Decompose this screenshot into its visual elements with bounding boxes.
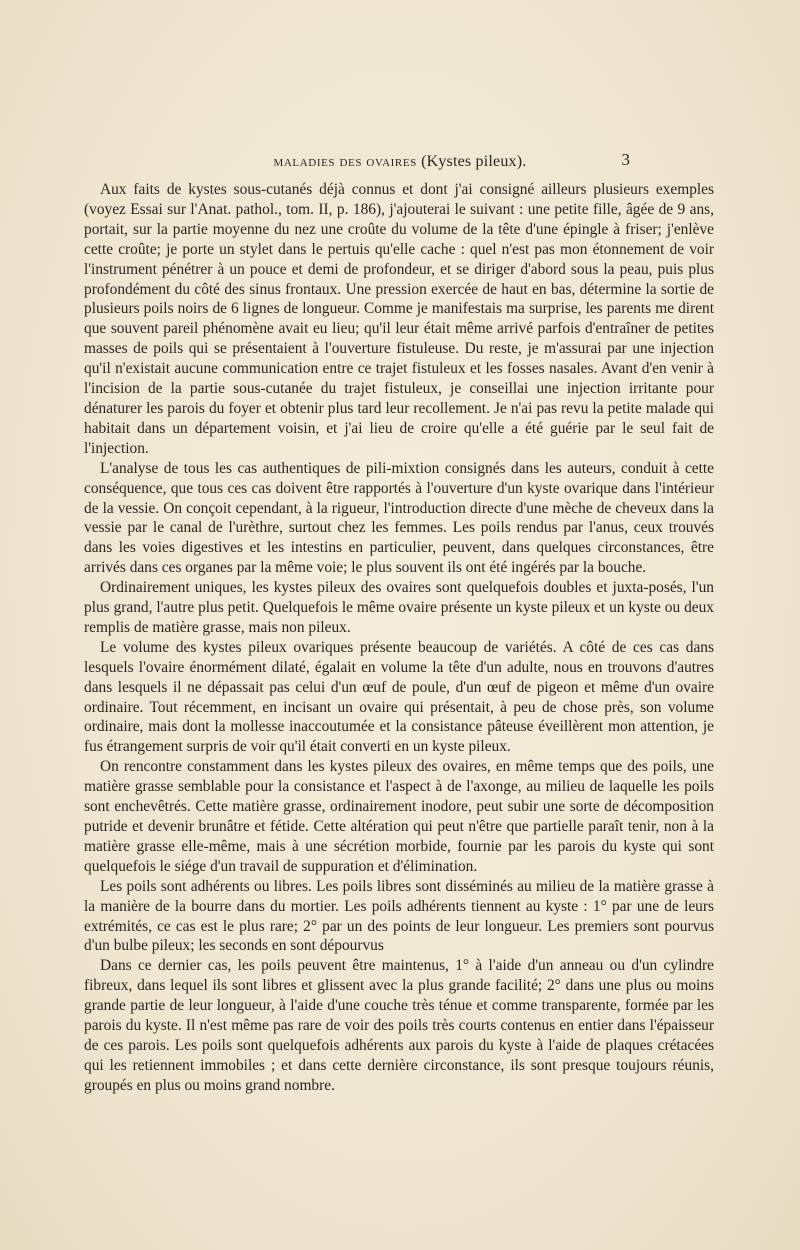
paragraph: Dans ce dernier cas, les poils peuvent être maintenus, 1° à l'aide d'un anneau ou d'un cylindre fibreux, dans lequel ils sont libres et glissent avec la plus grande facilité; 2° dans une plus ou moins grande partie de leur longueur, à l'aide d'une couche très ténue et comme transparente, formée par les parois du kyste. Il n'est même pas rare de voir des poils très courts contenus en entier dans l'épaisseur de ces parois. Les poils sont quelquefois adhérents aux parois du kyste à l'aide de plaques crétacées qui les retiennent immobiles ; et dans cette dernière circonstance, ils sont presque toujours réunis, groupés en plus ou moins grand nombre. [84,957,714,1094]
paragraph: Ordinairement uniques, les kystes pileux des ovaires sont quelquefois doubles et juxta-posés, l'un plus grand, l'autre plus petit. Quelquefois le même ovaire présente un kyste pileux et un kyste ou deux remplis de matière grasse, mais non pileux. [84,579,714,636]
paragraph: L'analyse de tous les cas authentiques de pili-mixtion consignés dans les auteurs, conduit à cette conséquence, que tous ces cas doivent être rapportés à l'ouverture d'un kyste ovarique dans l'intérieur de la vessie. On conçoit cependant, à la rigueur, l'introduction directe d'une mèche de cheveux dans la vessie par le canal de l'urèthre, surtout chez les femmes. Les poils rendus par l'anus, ceux trouvés dans les voies digestives et les intestins en particulier, peuvent, dans quelques circonstances, être arrivés dans ces organes par la même voie; le plus souvent ils ont été ingérés par la bouche. [84,459,714,577]
running-head-caps: maladies des ovaires [273,154,417,170]
paragraph: Le volume des kystes pileux ovariques présente beaucoup de variétés. A côté de ces cas dans lesquels l'ovaire énormément dilaté, égalait en volume la tête d'un adulte, nous en trouvons d'autres dans lesquels il ne dépassait pas celui d'un œuf de poule, d'un œuf de pigeon et même d'un ovaire ordinaire. Tout récemment, en incisant un ovaire qui présentait, à peu de chose près, son volume ordinaire, mais dont la mollesse inaccoutumée et la consistance pâteuse éveillèrent mon attention, je fus étrangement surpris de voir qu'il était converti en un kyste pileux. [84,638,714,756]
paragraph: On rencontre constamment dans les kystes pileux des ovaires, en même temps que des poils, une matière grasse semblable pour la consistance et l'aspect à de l'axonge, au milieu de laquelle les poils sont enchevêtrés. Cette matière grasse, ordinairement inodore, peut subir une sorte de décomposition putride et devenir brunâtre et fétide. Cette altération qui peut n'être que partielle paraît tenir, non à la matière grasse elle-même, mais à une sécrétion morbide, fournie par les parois du kyste qui sont quelquefois le siége d'un travail de suppuration et d'élimination. [84,758,714,875]
body-text [84,180,714,1096]
paragraph: Les poils sont adhérents ou libres. Les poils libres sont disséminés au milieu de la matière grasse à la manière de la bourre dans du mortier. Les poils adhérents tiennent au kyste : 1° par une de leurs extrémités, ce cas est le plus rare; 2° par un des points de leur longueur. Les premiers sont pourvus d'un bulbe pileux; les seconds en sont dépourvus [84,877,714,955]
running-head [60,153,740,171]
paragraph: Aux faits de kystes sous-cutanés déjà connus et dont j'ai consigné ailleurs plusieurs exemples (voyez Essai sur l'Anat. pathol., tom. II, p. 186), j'ajouterai le suivant : une petite fille, âgée de 9 ans, portait, sur la partie moyenne du nez une croûte du volume de la tête d'une épingle à friser; j'enlève cette croûte; je porte un stylet dans le pertuis qu'elle cache : quel n'est pas mon étonnement de voir l'instrument pénétrer à un pouce et demi de profondeur, et se diriger d'abord sous la peau, puis plus profondément du côté des sinus frontaux. Une pression exercée de haut en bas, détermine la sortie de plusieurs poils noirs de 6 lignes de longueur. Comme je manifestais ma surprise, les parents me dirent que souvent pareil phénomène avait eu lieu; qu'il leur était même arrivé parfois d'entraîner de petites masses de poils qui se présentaient à l'ouverture fistuleuse. Du reste, je m'assurai par une injection qu'il n'existait aucune communication entre ce trajet fistuleux et les fosses nasales. Avant d'en venir à l'incision de la partie sous-cutanée du trajet fistuleux, je conseillai une injection irritante pour dénaturer les parois du foyer et obtenir plus tard leur recollement. Je n'ai pas revu la petite malade qui habitait dans un département voisin, et j'ai lieu de croire qu'elle a été guérie par le seul fait de l'injection. [84,181,714,457]
page-number: 3 [621,150,630,169]
running-head-rest: (Kystes pileux). [416,153,527,170]
